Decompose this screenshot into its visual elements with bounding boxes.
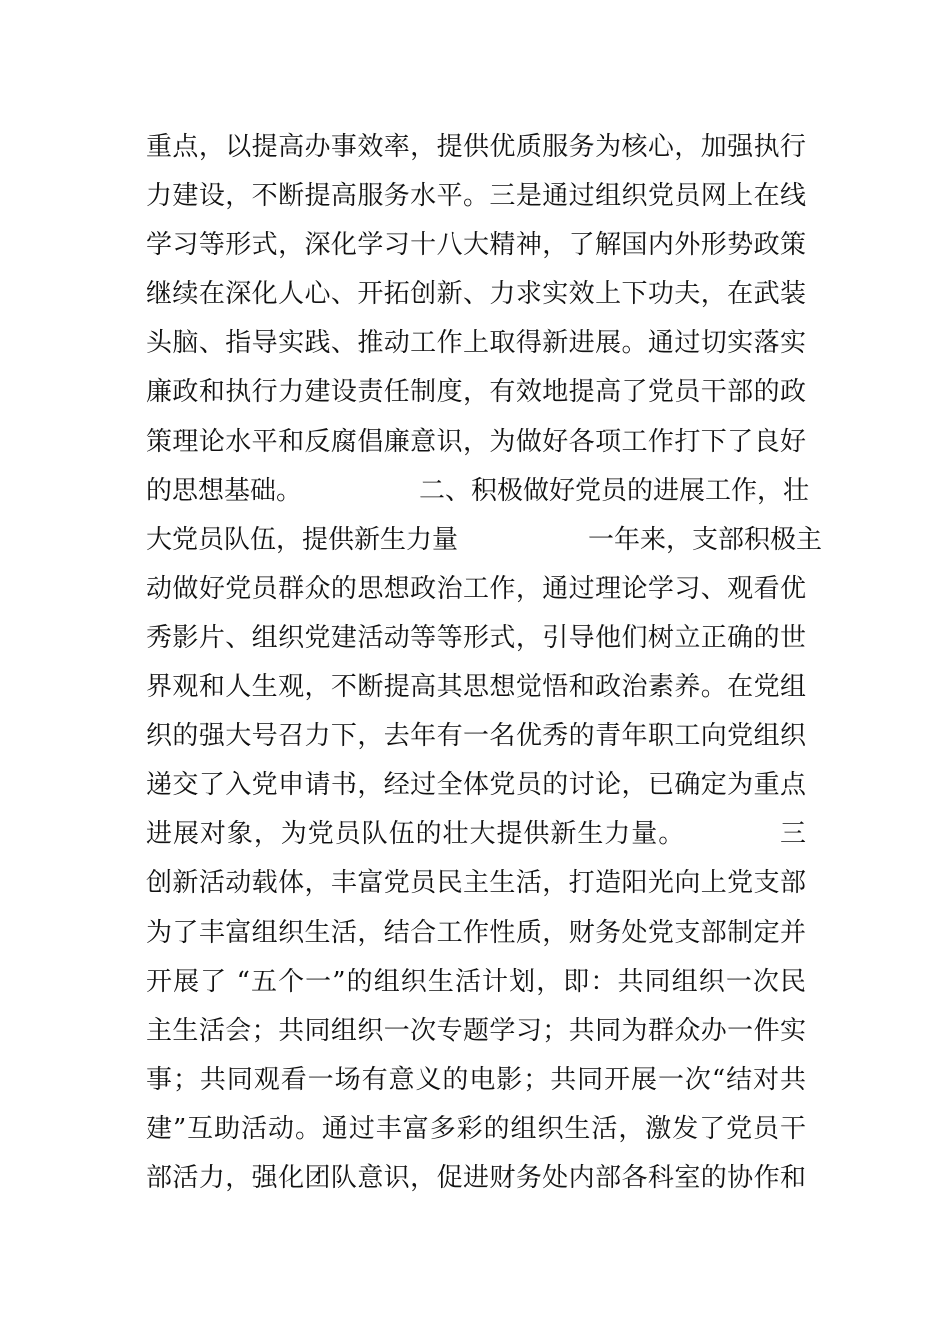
text-line: 力建设，不断提高服务水平。三是通过组织党员网上在线 (146, 181, 806, 212)
text-line: 廉政和执行力建设责任制度，有效地提高了党员干部的政 (146, 377, 806, 408)
text-line: 部活力，强化团队意识，促进财务处内部各科室的协作和 (146, 1162, 806, 1193)
text-line: 学习等形式，深化学习十八大精神，了解国内外形势政策 (146, 230, 806, 261)
text-line: 建”互助活动。通过丰富多彩的组织生活，激发了党员干 (146, 1113, 806, 1144)
text-line: 开展了 “五个一”的组织生活计划，即：共同组织一次民 (146, 966, 806, 997)
document-body-text (146, 123, 823, 1203)
text-line: 策理论水平和反腐倡廉意识，为做好各项工作打下了良好 (146, 426, 806, 457)
text-line: 继续在深化人心、开拓创新、力求实效上下功夫，在武装 (146, 279, 806, 310)
text-line: 主生活会；共同组织一次专题学习；共同为群众办一件实 (146, 1015, 806, 1046)
text-line: 事；共同观看一场有意义的电影；共同开展一次“结对共 (146, 1064, 806, 1095)
text-line: 头脑、指导实践、推动工作上取得新进展。通过切实落实 (146, 328, 806, 359)
text-line: 动做好党员群众的思想政治工作，通过理论学习、观看优 (146, 573, 806, 604)
text-line: 大党员队伍，提供新生力量 一年来，支部积极主 (146, 524, 823, 555)
text-line: 为了丰富组织生活，结合工作性质，财务处党支部制定并 (146, 917, 806, 948)
text-line: 界观和人生观，不断提高其思想觉悟和政治素养。在党组 (146, 672, 806, 703)
text-line: 秀影片、组织党建活动等等形式，引导他们树立正确的世 (146, 622, 806, 653)
text-line: 递交了入党申请书，经过全体党员的讨论，已确定为重点 (146, 770, 806, 801)
text-line: 重点，以提高办事效率，提供优质服务为核心，加强执行 (146, 132, 806, 162)
text-line: 创新活动载体，丰富党员民主生活，打造阳光向上党支部 (146, 868, 806, 899)
text-line: 织的强大号召力下，去年有一名优秀的青年职工向党组织 (146, 721, 806, 752)
text-line: 进展对象，为党员队伍的壮大提供新生力量。 三 (146, 819, 806, 850)
text-line: 的思想基础。 二、积极做好党员的进展工作，壮 (146, 475, 810, 506)
